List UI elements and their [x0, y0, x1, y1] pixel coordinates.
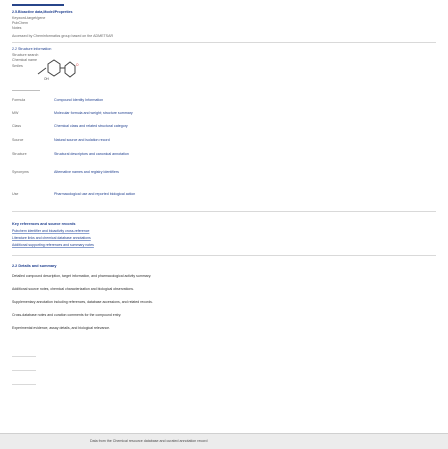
record-label-synonyms: Synonyms: [12, 170, 29, 174]
record-row-3: [12, 124, 128, 128]
decorative-leader-2: [12, 370, 36, 371]
source-line: Accessed by Cheminformatics group based on the ADMETSAR: [12, 34, 114, 38]
record-label-class: Class: [12, 124, 21, 128]
links-line-2[interactable]: Literature links and chemical database annotations: [12, 236, 91, 240]
divider-lower: [12, 255, 436, 256]
record-row-1: [12, 98, 103, 102]
record-value-use: Pharmacological use and reported biological action: [54, 192, 136, 196]
record-row-4: [12, 138, 110, 142]
record-label-source: Source: [12, 138, 24, 142]
subsection-3: Chemical name: [12, 58, 37, 62]
header-title: 2.5.Bioactive data,Model/Properties: [12, 10, 73, 14]
subsection-4: Smiles: [12, 64, 23, 68]
details-paragraph-2: Additional source notes, chemical characterization and biological observations.: [12, 287, 134, 291]
record-row-7: [12, 192, 135, 196]
record-value-mw: Molecular formula and weight; structure summary: [54, 111, 133, 115]
record-value-source: Natural source and isolation record: [54, 138, 110, 142]
footer-band: [0, 433, 448, 449]
links-title: Key references and source records: [12, 222, 76, 226]
record-row-5: [12, 152, 129, 156]
record-label-formula: Formula: [12, 98, 26, 102]
links-line-3[interactable]: Additional supporting references and summary notes: [12, 243, 94, 247]
top-accent-rule: [12, 4, 64, 6]
svg-text:OH: OH: [44, 77, 49, 81]
details-paragraph-1: Detailed compound description, target information, and pharmacological activity summary.: [12, 274, 152, 278]
links-line-1[interactable]: Pubchem identifier and bioactivity cross-reference: [12, 229, 90, 233]
details-paragraph-5: Experimental evidence, assay details, and biological relevance.: [12, 326, 111, 330]
footer-note: Data from the Chemical resource database and curated annotation record: [90, 439, 208, 443]
record-label-structure: Structure: [12, 152, 27, 156]
details-paragraph-4: Cross-database notes and curation comments for the compound entry.: [12, 313, 122, 317]
record-row-6: [12, 170, 119, 174]
divider-top: [12, 42, 436, 43]
record-value-class: Chemical class and related structural category: [54, 124, 128, 128]
divider-middle: [12, 211, 436, 212]
record-value-structure: Structural descriptors and canonical annotation: [54, 152, 129, 156]
divider-mini: [12, 90, 40, 91]
record-value-formula: Compound Identity Information: [54, 98, 104, 102]
decorative-leader-1: [12, 356, 36, 357]
details-title: 2.2 Details and summary: [12, 264, 57, 268]
molecule-graphic: [36, 54, 98, 86]
subsection-2: Structure search: [12, 53, 39, 57]
subsection-1: 2.2 Structure information: [12, 47, 52, 51]
header-subtitle-1: Keyword-target/gene: [12, 16, 46, 20]
record-label-use: Use: [12, 192, 19, 196]
details-paragraph-3: Supplementary annotation including references, database accessions, and related records.: [12, 300, 153, 304]
header-subtitle-3: Notes: [12, 26, 22, 30]
record-label-mw: MW: [12, 111, 19, 115]
decorative-leader-3: [12, 384, 36, 385]
header-subtitle-2: PubChem: [12, 21, 28, 25]
record-row-2: [12, 111, 133, 115]
chemical-structure-icon: [36, 54, 98, 86]
svg-text:O: O: [76, 63, 79, 67]
record-value-synonyms: Alternative names and registry identifiers: [54, 170, 119, 174]
